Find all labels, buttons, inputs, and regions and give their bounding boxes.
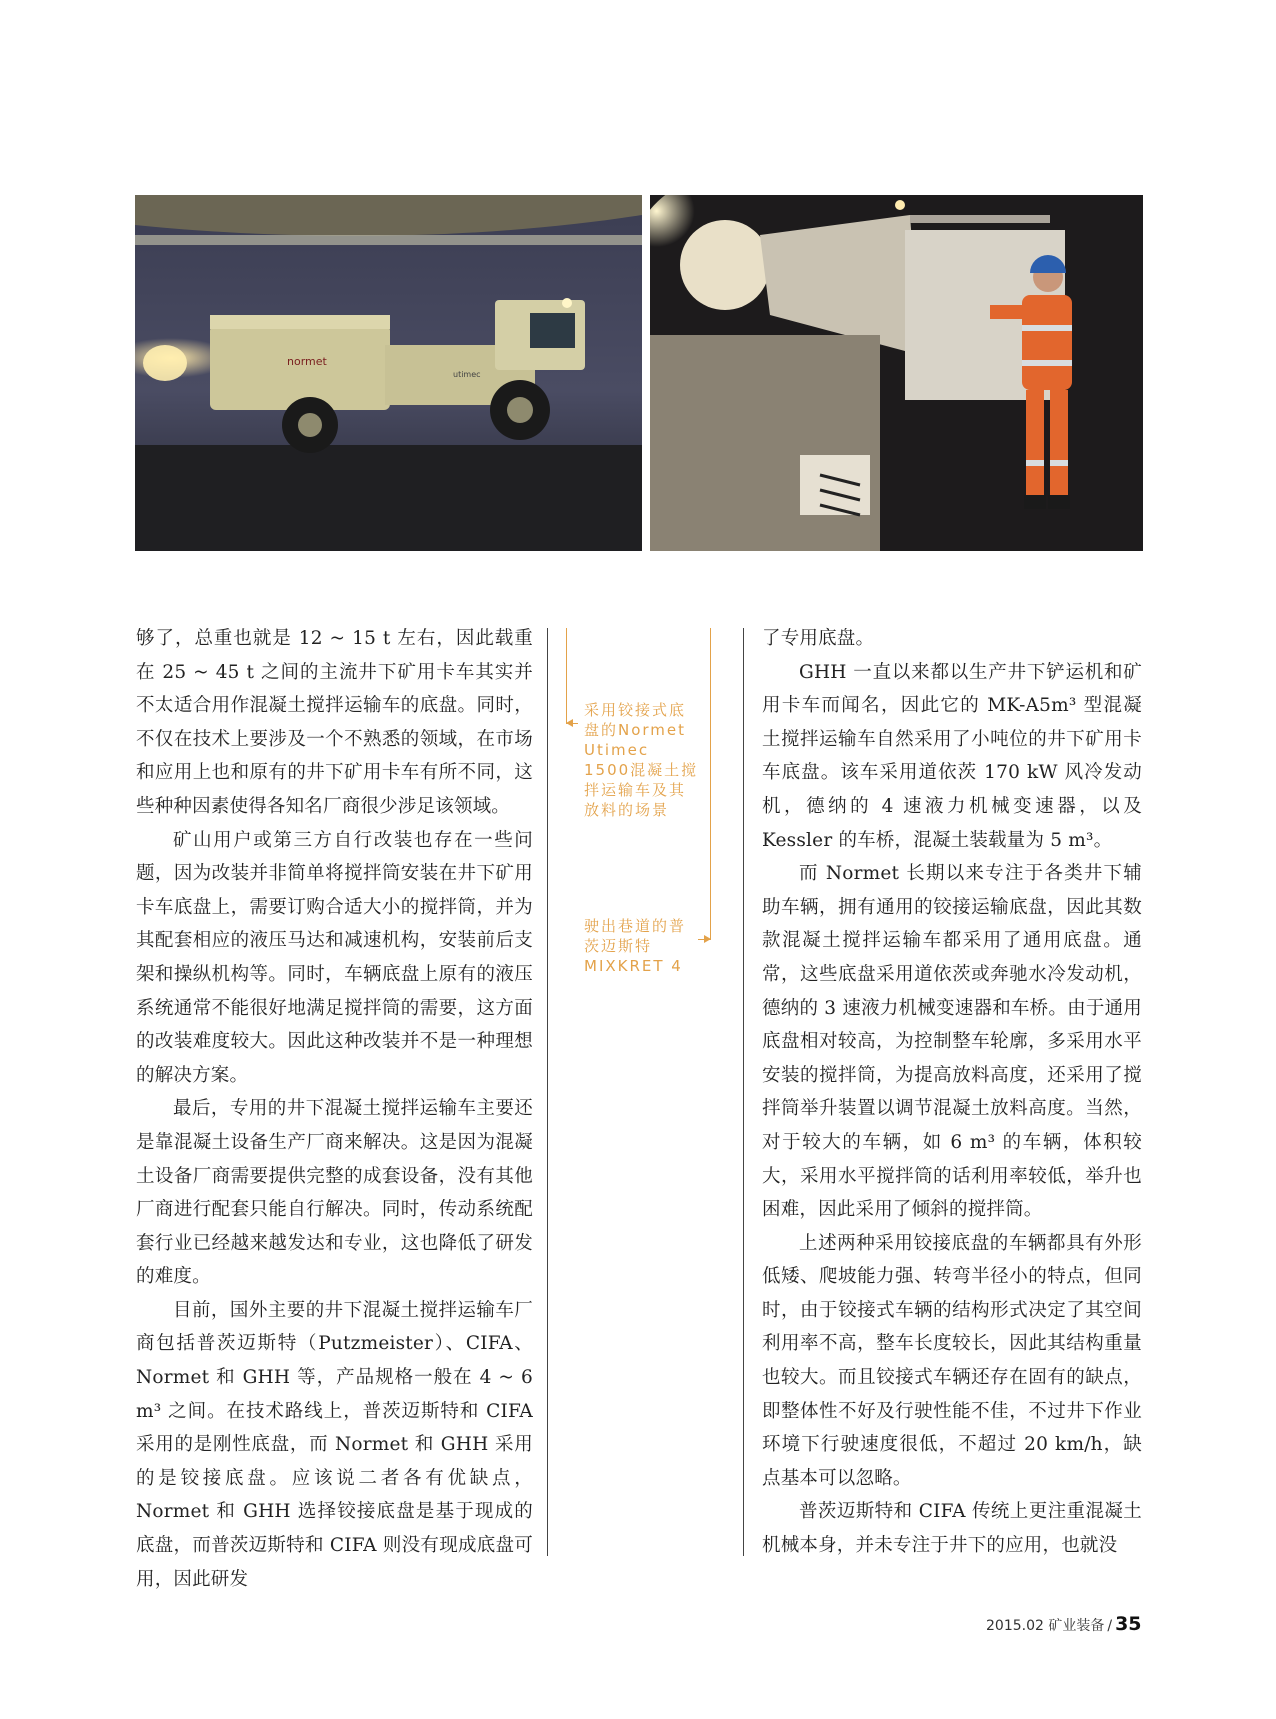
mixer-drum-worker-illustration (650, 195, 1143, 551)
paragraph: 目前，国外主要的井下混凝土搅拌运输车厂商包括普茨迈斯特（Putzmeister）、CIFA、Normet 和 GHH 等，产品规格一般在 4 ~ 6 m³ 之间。在技术路线上，普茨迈斯特和 CIFA 采用的是刚性底盘，而 Normet 和 GHH 采用的是铰接底盘。应该说二者各有优缺点，Normet 和 GHH 选择铰接底盘是基于现成的底盘，而普茨迈斯特和 CIFA 则没有现成底盘可用，因此研发 (136, 1299, 533, 1590)
photo-mixkret-4 (650, 195, 1143, 551)
photo-caption-normet: 采用铰接式底盘的Normet Utimec 1500混凝土搅拌运输车及其放料的场景 (584, 701, 699, 819)
paragraph: 最后，专用的井下混凝土搅拌运输车主要还是靠混凝土设备生产厂商来解决。这是因为混凝土设备厂商需要提供完整的成套设备，没有其他厂商进行配套只能自行解决。同时，传动系统配套行业已经越来越发达和专业，这也降低了研发的难度。 (136, 1098, 533, 1288)
paragraph: 上述两种采用铰接底盘的车辆都具有外形低矮、爬坡能力强、转弯半径小的特点，但同时，由于铰接式车辆的结构形式决定了其空间利用率不高，整车长度较长，因此其结构重量也较大。而且铰接式车辆还存在固有的缺点，即整体性不好及行驶性能不佳，不过井下作业环境下行驶速度很低，不超过 20 km/h，缺点基本可以忽略。 (762, 1232, 1142, 1489)
caption-1-pointer-icon (566, 719, 573, 727)
paragraph: 了专用底盘。 (762, 628, 875, 649)
body-text-right-column (762, 622, 1142, 1563)
paragraph: GHH 一直以来都以生产井下铲运机和矿用卡车而闻名，因此它的 MK-A5m³ 型混凝土搅拌运输车自然采用了小吨位的井下矿用卡车底盘。该车采用道依茨 170 kW 风冷发动机，德纳的 4 速液力机械变速器，以及 Kessler 的车桥，混凝土装载量为 5 m³。 (762, 661, 1142, 851)
column-rule-left (547, 628, 548, 1556)
magazine-name: 矿业装备 (1048, 1618, 1105, 1634)
paragraph: 够了，总重也就是 12 ~ 15 t 左右，因此载重在 25 ~ 45 t 之间的主流井下矿用卡车其实并不太适合用作混凝土搅拌运输车的底盘。同时，不仅在技术上要涉及一个不熟悉的领域，在市场和应用上也和原有的井下矿用卡车有所不同，这些种种因素使得各知名厂商很少涉足该领域。 (136, 628, 533, 817)
folio-separator: / (1107, 1618, 1113, 1634)
caption-1-leader-vertical (566, 628, 567, 723)
photo-normet-utimec (135, 195, 642, 551)
paragraph: 普茨迈斯特和 CIFA 传统上更注重混凝土机械本身，并未专注于井下的应用，也就没 (762, 1501, 1142, 1557)
body-text-left-column (136, 622, 533, 1596)
paragraph: 矿山用户或第三方自行改装也存在一些问题，因为改装并非简单将搅拌筒安装在井下矿用卡车底盘上，需要订购合适大小的搅拌筒，并为其配套相应的液压马达和减速机构，安装前后支架和操纵机构等。同时，车辆底盘上原有的液压系统通常不能很好地满足搅拌筒的需要，这方面的改装难度较大。因此这种改装并不是一种理想的解决方案。 (136, 829, 533, 1086)
truck-brand-utimec: utimec (453, 370, 481, 379)
page-number: 35 (1115, 1613, 1142, 1635)
caption-2-leader-vertical (710, 628, 711, 939)
mine-tunnel-truck-illustration (135, 195, 642, 551)
photo-caption-mixkret: 驶出巷道的普茨迈斯特MIXKRET 4 (584, 917, 687, 975)
page-folio (986, 1613, 1142, 1635)
column-rule-right (743, 628, 744, 1556)
truck-brand-normet: normet (287, 355, 327, 368)
caption-2-pointer-icon (704, 935, 711, 943)
issue-number: 2015.02 (986, 1618, 1044, 1634)
paragraph: 而 Normet 长期以来专注于各类井下辅助车辆，拥有通用的铰接运输底盘，因此其数款混凝土搅拌运输车都采用了通用底盘。通常，这些底盘采用道依茨或奔驰水冷发动机，德纳的 3 速液力机械变速器和车桥。由于通用底盘相对较高，为控制整车轮廓，多采用水平安装的搅拌筒，为提高放料高度，还采用了搅拌筒举升装置以调节混凝土放料高度。当然，对于较大的车辆，如 6 m³ 的车辆，体积较大，采用水平搅拌筒的话利用率较低，举升也困难，因此采用了倾斜的搅拌筒。 (762, 863, 1142, 1221)
